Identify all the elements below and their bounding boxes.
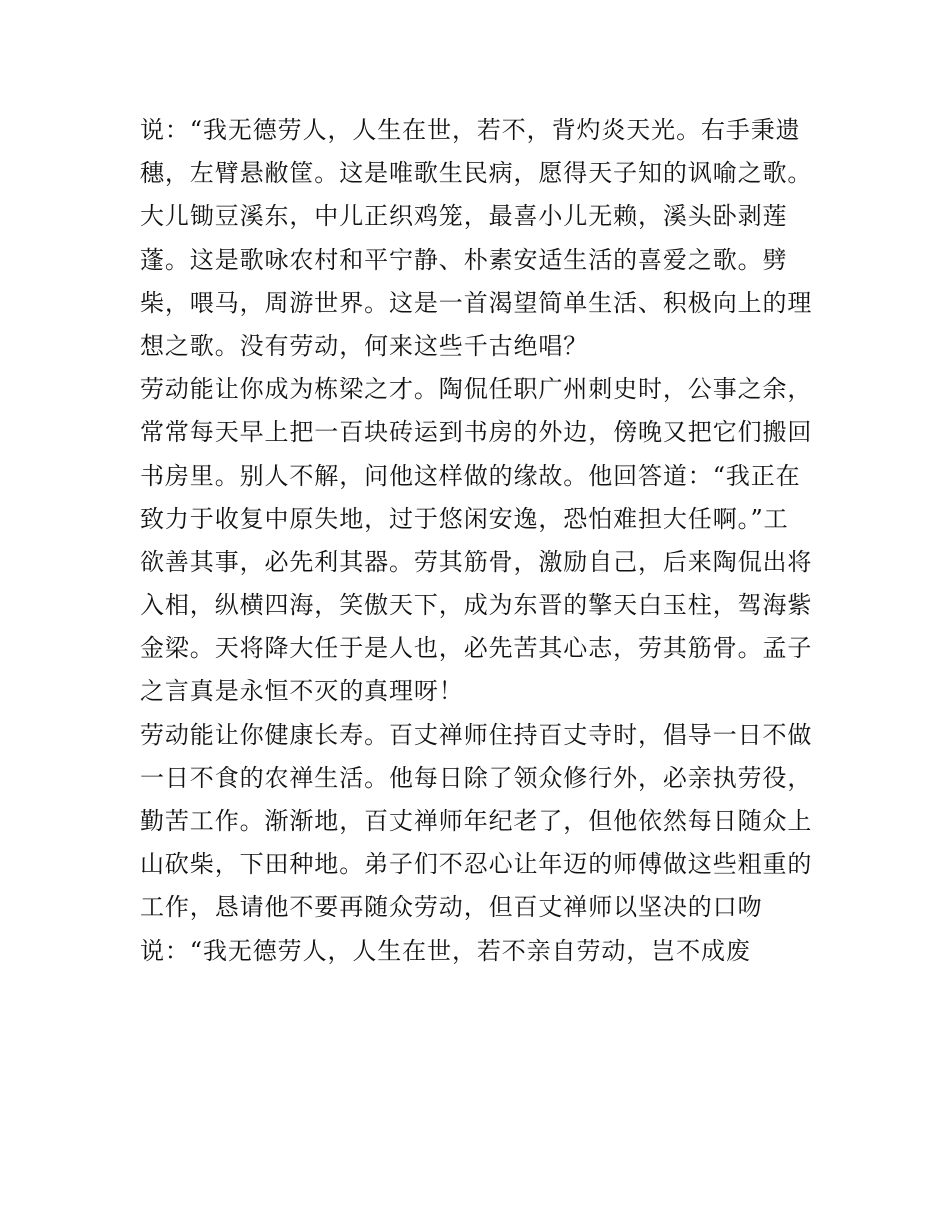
text-line: 欲善其事，必先利其器。劳其筋骨，激励自己，后来陶侃出将 xyxy=(140,547,813,576)
text-line: 工作，恳请他不要再随众劳动，但百丈禅师以坚决的口吻 xyxy=(140,893,763,922)
text-line: 山砍柴，下田种地。弟子们不忍心让年迈的师傅做这些粗重的 xyxy=(140,850,813,879)
text-line: 金梁。天将降大任于是人也，必先苦其心志，劳其筋骨。孟子 xyxy=(140,634,813,663)
text-line: 入相，纵横四海，笑傲天下，成为东晋的擎天白玉柱，驾海紫 xyxy=(140,591,813,620)
text-line: 勤苦工作。渐渐地，百丈禅师年纪老了，但他依然每日随众上 xyxy=(140,807,813,835)
text-line: 劳动能让你健康长寿。百丈禅师住持百丈寺时，倡导一日不做 xyxy=(140,720,813,749)
body-text xyxy=(140,109,815,973)
text-line: 蓬。这是歌咏农村和平宁静、朴素安适生活的喜爱之歌。劈 xyxy=(140,245,788,274)
text-line: 常常每天早上把一百块砖运到书房的外边，傍晚又把它们搬回 xyxy=(140,418,813,447)
text-line: 之言真是永恒不灭的真理呀！ xyxy=(140,677,464,706)
text-line: 穗，左臂悬敝筐。这是唯歌生民病，愿得天子知的讽喻之歌。 xyxy=(140,159,813,188)
text-line: 劳动能让你成为栋梁之才。陶侃任职广州刺史时，公事之余， xyxy=(140,375,813,404)
text-line: 想之歌。没有劳动，何来这些千古绝唱？ xyxy=(140,331,589,360)
text-line: 说：“我无德劳人，人生在世，若不，背灼炎天光。右手秉遗 xyxy=(140,116,801,144)
text-line: 柴，喂马，周游世界。这是一首渴望简单生活、积极向上的理 xyxy=(140,288,813,317)
text-line: 书房里。别人不解，问他这样做的缘故。他回答道：“我正在 xyxy=(140,461,801,490)
text-line: 说：“我无德劳人，人生在世，若不亲自劳动，岂不成废 xyxy=(140,936,751,965)
text-line: 一日不食的农禅生活。他每日除了领众修行外，必亲执劳役， xyxy=(140,763,813,792)
text-line: 致力于收复中原失地，过于悠闲安逸，恐怕难担大任啊。”工 xyxy=(140,504,789,533)
text-line: 大儿锄豆溪东，中儿正织鸡笼，最喜小儿无赖，溪头卧剥莲 xyxy=(140,202,788,231)
